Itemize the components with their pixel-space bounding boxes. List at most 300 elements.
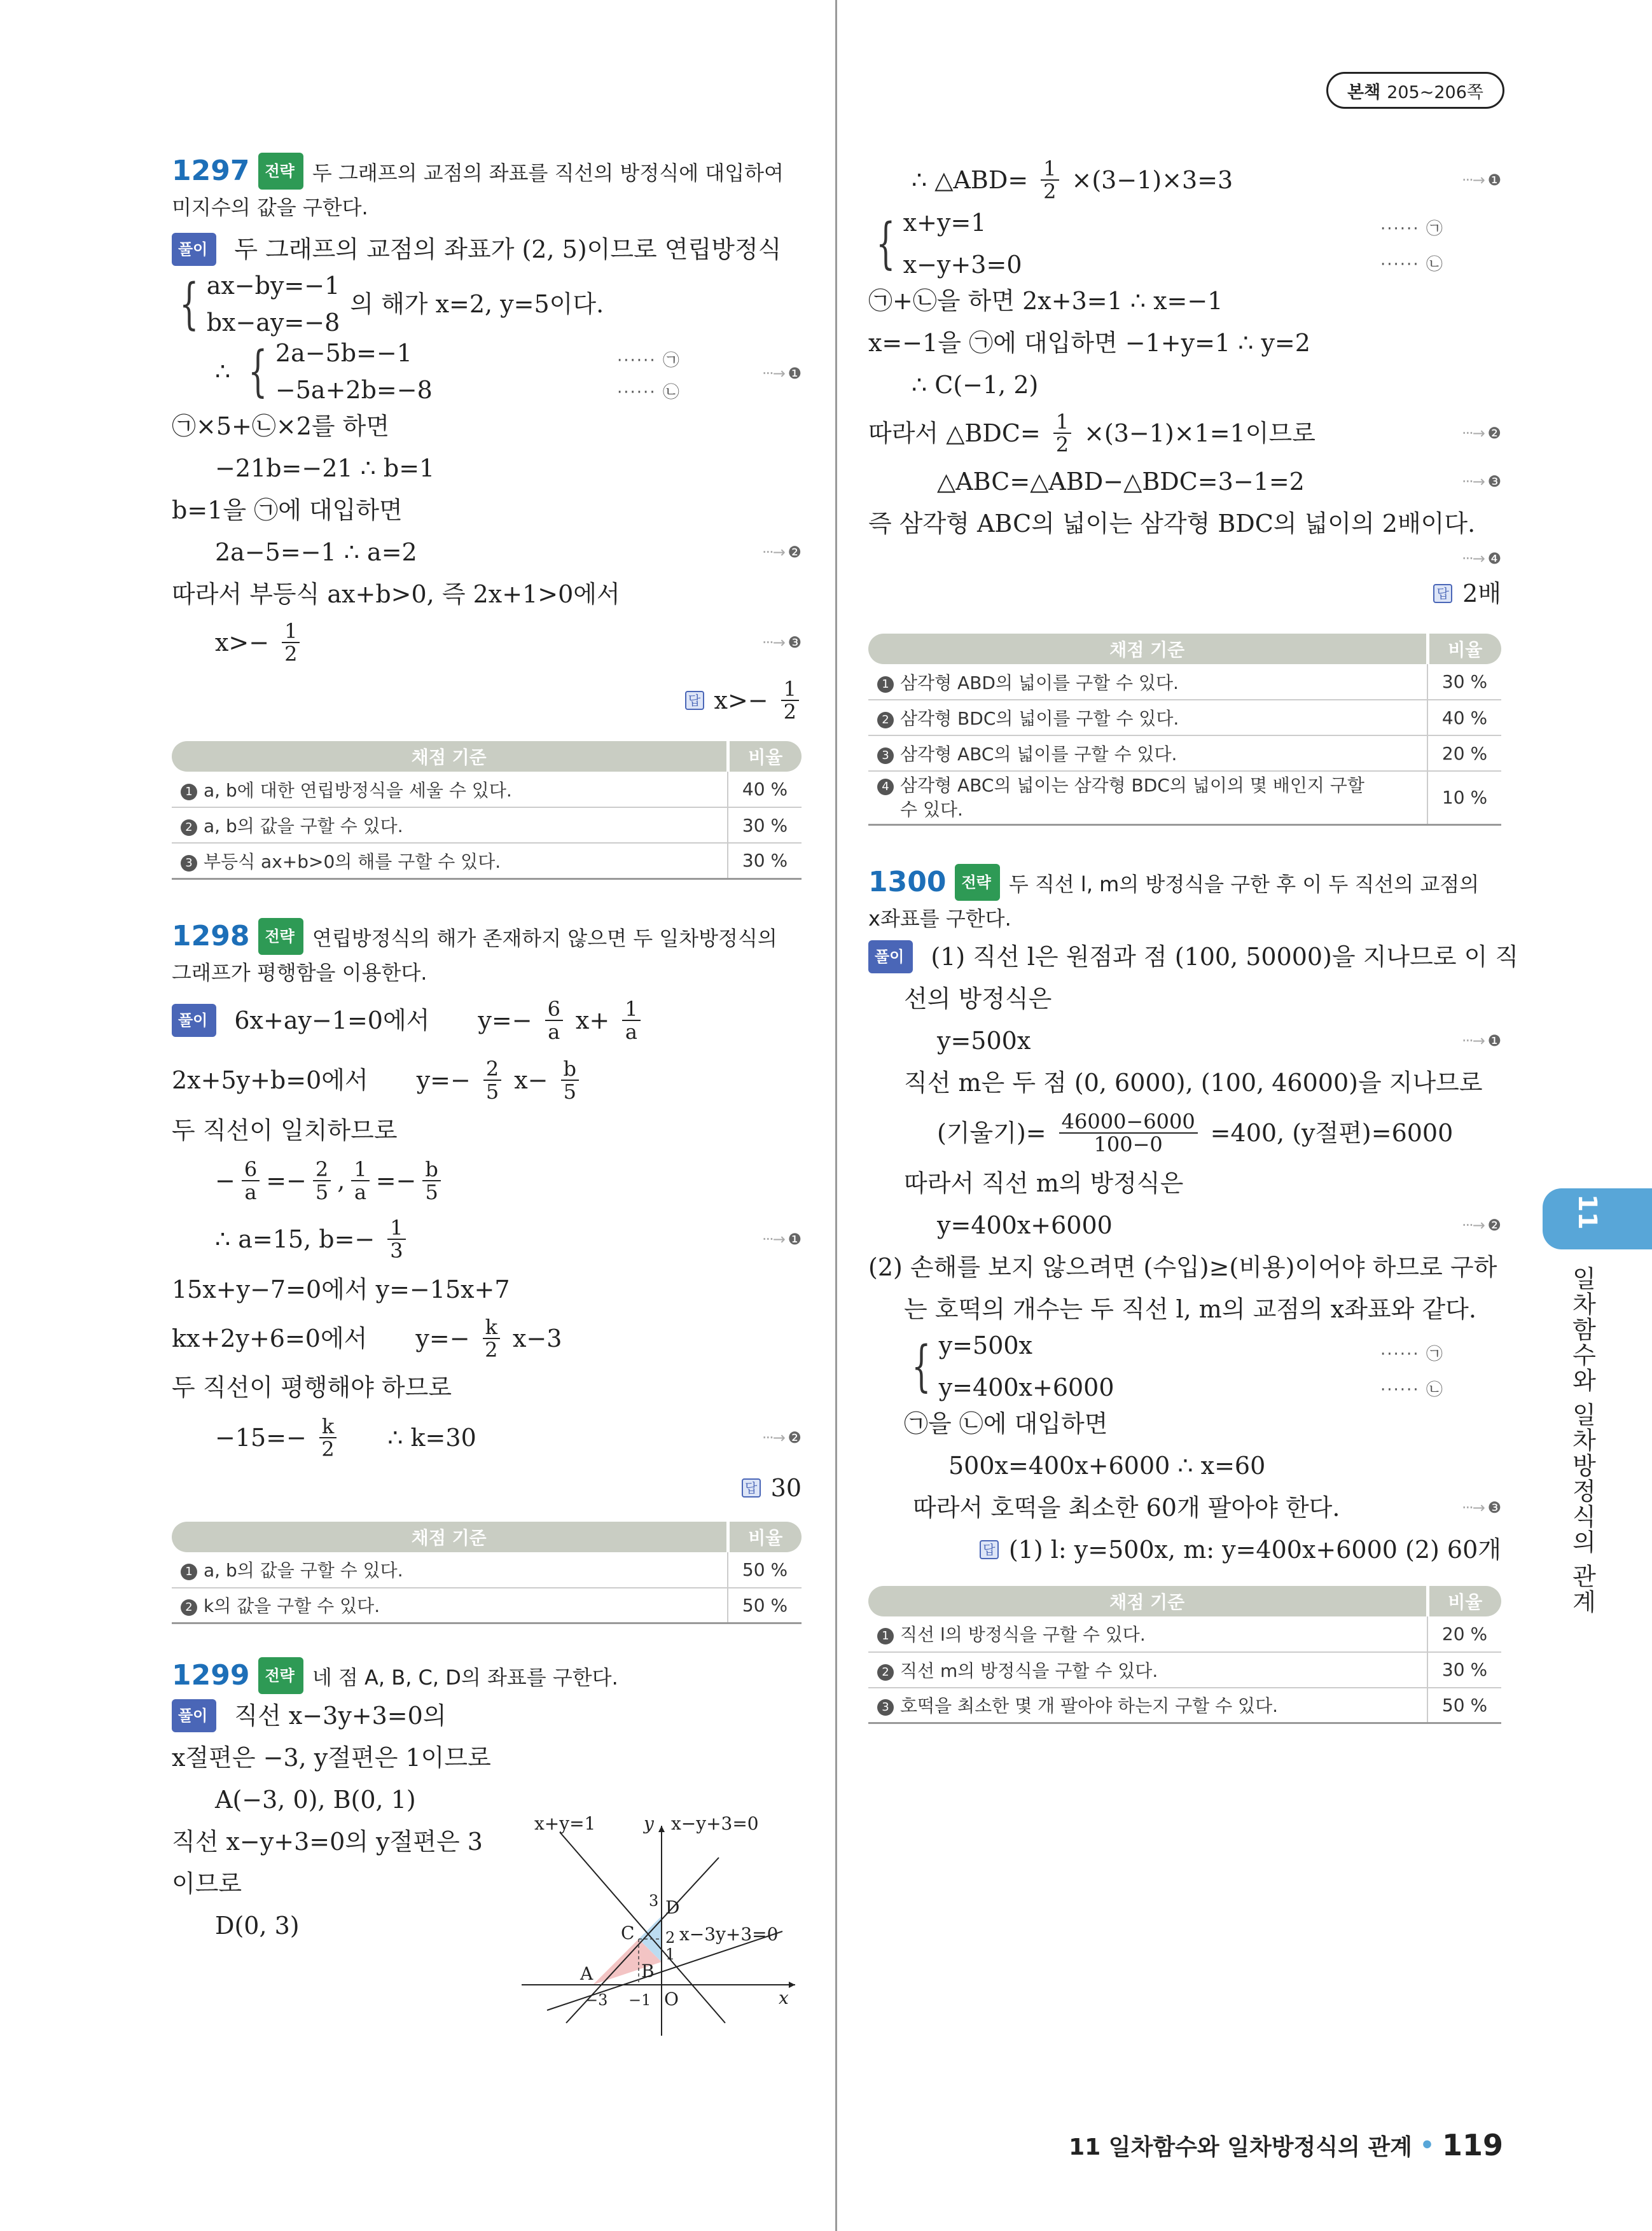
text: 두 그래프의 교점의 좌표가 (2, 5)이므로 연립방정식 xyxy=(234,235,782,263)
fraction xyxy=(483,1316,500,1361)
criterion-text-line2: 수 있다. xyxy=(900,798,963,820)
text: y=− xyxy=(416,1066,471,1094)
problem-1299-continued xyxy=(868,153,1501,826)
table-row xyxy=(868,1688,1501,1723)
criterion-number: 2 xyxy=(877,1664,894,1681)
text: ∴ △ABD= xyxy=(912,166,1029,194)
solution-line xyxy=(868,503,1501,545)
solution-line xyxy=(868,978,1501,1020)
equation: y=500x xyxy=(938,1331,1032,1359)
text: (기울기)= xyxy=(937,1118,1046,1147)
criterion-number: 1 xyxy=(877,676,894,693)
left-column xyxy=(172,146,802,1947)
equation: bx−ay=−8 xyxy=(206,309,340,337)
solution-line xyxy=(868,406,1501,461)
text: ㉠×5+㉡×2를 하면 xyxy=(172,412,390,440)
equation: −5a+2b=−8 xyxy=(275,376,433,404)
tick-label: 2 xyxy=(665,1929,676,1947)
equation: x−y+3=0 xyxy=(903,251,1022,279)
fraction xyxy=(781,678,799,723)
text: ∴ k=30 xyxy=(387,1423,476,1452)
denominator: 2 xyxy=(783,700,796,724)
strategy-text-line2: x좌표를 구한다. xyxy=(868,906,1011,931)
table-row xyxy=(172,807,802,843)
solution-line xyxy=(868,545,1501,573)
solution-line xyxy=(868,1487,1501,1529)
criterion-ratio: 20 % xyxy=(1427,1616,1501,1652)
text: ×(3−1)×1=1이므로 xyxy=(1084,419,1315,447)
point-label: A xyxy=(580,1963,593,1984)
problem-header xyxy=(868,864,1501,936)
tick-label: −3 xyxy=(585,1991,608,2009)
numerator: b xyxy=(422,1158,440,1181)
problem-number: 1297 xyxy=(172,155,250,187)
circled-label: ······ ㉠ xyxy=(617,345,679,376)
solution-tag: 풀이 xyxy=(868,940,913,973)
text: ∴ a=15, b=− xyxy=(215,1225,375,1253)
denominator: 2 xyxy=(321,1436,335,1461)
strategy-tag: 전략 xyxy=(258,153,303,190)
text: (2) 손해를 보지 않으려면 (수입)≥(비용)이어야 하므로 구하 xyxy=(868,1253,1497,1281)
criterion-text: a, b의 값을 구할 수 있다. xyxy=(204,1560,403,1581)
solution-line xyxy=(172,228,802,270)
fraction xyxy=(242,1158,260,1203)
solution-line xyxy=(868,1162,1501,1204)
therefore-symbol: ∴ xyxy=(215,358,231,386)
solution-line xyxy=(868,1020,1501,1062)
solution-line xyxy=(172,990,802,1051)
numerator: 46000−6000 xyxy=(1059,1111,1198,1134)
table-row xyxy=(868,771,1501,824)
strategy-text: 두 직선 l, m의 방정식을 구한 후 이 두 직선의 교점의 xyxy=(1008,872,1480,896)
table-row xyxy=(868,664,1501,700)
answer-line xyxy=(172,670,802,731)
equation-system xyxy=(240,338,433,405)
text: x− xyxy=(514,1066,548,1094)
criterion-ratio: 20 % xyxy=(1427,735,1501,771)
text: y=− xyxy=(415,1324,470,1352)
column-divider xyxy=(835,0,837,2231)
line-label: x+y=1 xyxy=(534,1813,596,1834)
numerator: k xyxy=(483,1316,500,1339)
criterion-ratio: 40 % xyxy=(1427,700,1501,735)
problem-number: 1300 xyxy=(868,865,947,898)
solution-line xyxy=(172,1695,802,1737)
criterion-number: 2 xyxy=(877,712,894,728)
criterion-ratio: 50 % xyxy=(728,1552,802,1588)
solution-line xyxy=(172,1310,802,1366)
solution-line xyxy=(868,1104,1501,1162)
answer-line xyxy=(868,1529,1501,1571)
step-marker: ···→ ❶ xyxy=(1462,165,1501,195)
strategy-text: 연립방정식의 해가 존재하지 않으면 두 일차방정식의 xyxy=(312,926,777,950)
footer-chapter-title: 11 일차함수와 일차방정식의 관계 xyxy=(1069,2134,1412,2160)
text: y=400x+6000 xyxy=(937,1211,1113,1239)
table-row xyxy=(172,1552,802,1588)
equation: ax−by=−1 xyxy=(206,272,340,300)
text: −15=− xyxy=(215,1423,307,1452)
text: 500x=400x+6000 ∴ x=60 xyxy=(948,1451,1266,1480)
equation-system xyxy=(904,1330,1114,1403)
denominator: 3 xyxy=(390,1238,403,1263)
text: A(−3, 0), B(0, 1) xyxy=(215,1786,416,1814)
numerator: 1 xyxy=(622,998,640,1021)
solution-tag: 풀이 xyxy=(172,233,216,266)
criterion-number: 3 xyxy=(877,747,894,764)
text: x>− xyxy=(215,629,270,657)
circled-label: ······ ㉡ xyxy=(617,377,679,408)
brace-icon: { xyxy=(179,272,199,336)
solution-line xyxy=(172,573,802,615)
table-header: 비율 xyxy=(728,741,802,772)
text: 직선 m은 두 점 (0, 6000), (100, 46000)을 지나므로 xyxy=(904,1068,1483,1097)
problem-header xyxy=(172,1657,802,1695)
text: 2x+5y+b=0에서 xyxy=(172,1066,368,1094)
text: 따라서 △BDC= xyxy=(868,419,1041,447)
tick-label: 3 xyxy=(649,1892,659,1910)
badge-prefix: 본책 xyxy=(1347,82,1381,102)
criterion-text: 삼각형 BDC의 넓이를 구할 수 있다. xyxy=(900,708,1179,729)
solution-line xyxy=(868,461,1501,503)
criterion-text: 직선 m의 방정식을 구할 수 있다. xyxy=(900,1660,1158,1681)
origin-label: O xyxy=(664,1989,679,2010)
system-line xyxy=(868,1330,1501,1403)
text: , xyxy=(337,1166,345,1195)
system-line xyxy=(868,207,1501,280)
circled-label: ······ ㉠ xyxy=(1380,1339,1443,1370)
denominator: 2 xyxy=(1055,433,1069,457)
criterion-text: 부등식 ax+b>0의 해를 구할 수 있다. xyxy=(204,851,501,872)
text: x=−1을 ㉠에 대입하면 −1+y=1 ∴ y=2 xyxy=(868,329,1310,357)
solution-line xyxy=(172,1051,802,1109)
step-marker: ···→ ❷ xyxy=(1462,418,1501,448)
answer-icon: 답 xyxy=(980,1540,999,1559)
solution-tag: 풀이 xyxy=(172,1699,216,1732)
text: 선의 방정식은 xyxy=(904,984,1052,1013)
solution-line xyxy=(172,615,802,670)
denominator: a xyxy=(354,1179,367,1204)
answer-text: 2배 xyxy=(1462,580,1501,608)
solution-line xyxy=(172,1210,802,1268)
table-header: 채점 기준 xyxy=(172,741,728,772)
criterion-ratio: 10 % xyxy=(1427,771,1501,824)
circled-label: ······ ㉡ xyxy=(1380,249,1443,280)
answer-line xyxy=(868,573,1501,615)
chapter-number: 11 xyxy=(1572,1194,1602,1230)
table-header: 채점 기준 xyxy=(868,634,1427,664)
answer-line xyxy=(172,1467,802,1509)
step-marker: ···→ ❶ xyxy=(762,1224,802,1255)
criterion-ratio: 40 % xyxy=(728,772,802,807)
equation-system xyxy=(172,270,340,338)
text: 따라서 부등식 ax+b>0, 즉 2x+1>0에서 xyxy=(172,580,620,608)
problem-number: 1298 xyxy=(172,919,250,952)
problem-header xyxy=(172,918,802,990)
criterion-number: 1 xyxy=(181,1564,197,1580)
point-label: C xyxy=(621,1922,635,1943)
solution-line xyxy=(172,447,802,489)
text: ∴ C(−1, 2) xyxy=(912,371,1039,399)
fraction xyxy=(319,1415,337,1460)
text: b=1을 ㉠에 대입하면 xyxy=(172,496,403,524)
solution-line xyxy=(868,322,1501,364)
text: 두 직선이 평행해야 하므로 xyxy=(172,1373,452,1401)
numerator: 1 xyxy=(387,1217,405,1240)
solution-line xyxy=(868,1288,1501,1330)
strategy-text-line2: 그래프가 평행함을 이용한다. xyxy=(172,960,427,985)
criterion-number: 1 xyxy=(181,784,197,800)
table-header: 채점 기준 xyxy=(172,1522,728,1552)
strategy-tag: 전략 xyxy=(955,864,999,901)
text: 따라서 호떡을 최소한 60개 팔아야 한다. xyxy=(913,1493,1340,1522)
grading-table xyxy=(172,1522,802,1625)
solution-tag: 풀이 xyxy=(172,1004,216,1037)
numerator: 1 xyxy=(1041,158,1059,181)
step-marker: ···→ ❹ xyxy=(1462,543,1501,574)
table-header: 채점 기준 xyxy=(868,1586,1427,1616)
page-footer xyxy=(1069,2128,1503,2162)
table-header: 비율 xyxy=(1427,1586,1501,1616)
text: 의 해가 x=2, y=5이다. xyxy=(350,290,604,318)
text: 6x+ay−1=0에서 xyxy=(234,1006,430,1034)
criterion-text: a, b의 값을 구할 수 있다. xyxy=(204,816,403,837)
page-number: 119 xyxy=(1441,2128,1503,2162)
answer-text: (1) l: y=500x, m: y=400x+6000 (2) 60개 xyxy=(1008,1535,1501,1564)
solution-line xyxy=(172,531,802,573)
step-marker: ···→ ❸ xyxy=(1462,1492,1501,1523)
text: −21b=−21 ∴ b=1 xyxy=(215,454,435,482)
solution-line xyxy=(868,153,1501,207)
fraction xyxy=(622,998,640,1043)
numerator: 1 xyxy=(781,678,799,701)
solution-line xyxy=(868,1403,1501,1445)
criterion-number: 3 xyxy=(181,855,197,872)
criterion-number: 2 xyxy=(181,819,197,836)
text: 이므로 xyxy=(172,1870,242,1898)
criterion-text: 직선 l의 방정식을 구할 수 있다. xyxy=(900,1624,1146,1645)
solution-line xyxy=(172,1151,802,1210)
strategy-text-line2: 미지수의 값을 구한다. xyxy=(172,195,368,219)
text: (1) 직선 l은 원점과 점 (100, 50000)을 지나므로 이 직 xyxy=(931,942,1519,971)
criterion-text: 삼각형 ABC의 넓이는 삼각형 BDC의 넓이의 몇 배인지 구할 xyxy=(900,774,1364,796)
solution-line xyxy=(868,1445,1501,1487)
criterion-ratio: 50 % xyxy=(1427,1688,1501,1723)
table-row xyxy=(868,735,1501,771)
answer-text: x>− xyxy=(714,686,768,714)
solution-line xyxy=(868,1204,1501,1246)
equation: 2a−5b=−1 xyxy=(275,339,412,367)
solution-line xyxy=(172,1737,802,1779)
step-marker: ···→ ❷ xyxy=(762,537,802,567)
criterion-text: k의 값을 구할 수 있다. xyxy=(204,1595,380,1617)
denominator: 100−0 xyxy=(1093,1132,1163,1157)
criterion-text: 삼각형 ABD의 넓이를 구할 수 있다. xyxy=(900,672,1179,693)
criterion-text: a, b에 대한 연립방정식을 세울 수 있다. xyxy=(204,779,512,801)
denominator: 5 xyxy=(563,1079,576,1104)
denominator: a xyxy=(548,1019,560,1044)
step-marker: ···→ ❷ xyxy=(762,1422,802,1453)
axis-label: x xyxy=(779,1987,789,2008)
problem-header xyxy=(172,153,802,225)
table-header: 비율 xyxy=(1427,634,1501,664)
criterion-ratio: 30 % xyxy=(1427,664,1501,700)
table-header: 비율 xyxy=(728,1522,802,1552)
equation-system xyxy=(868,207,1022,280)
fraction xyxy=(422,1158,440,1203)
text: 는 호떡의 개수는 두 직선 l, m의 교점의 x좌표와 같다. xyxy=(904,1295,1476,1323)
numerator: b xyxy=(561,1058,579,1081)
solution-line xyxy=(172,1366,802,1408)
criterion-number: 4 xyxy=(877,779,894,795)
strategy-text: 네 점 A, B, C, D의 좌표를 구한다. xyxy=(312,1665,618,1690)
text: ×(3−1)×3=3 xyxy=(1071,166,1233,194)
denominator: 5 xyxy=(315,1179,329,1204)
strategy-tag: 전략 xyxy=(258,1657,303,1694)
table-row xyxy=(172,1588,802,1623)
answer-icon: 답 xyxy=(742,1478,761,1498)
fraction xyxy=(1053,411,1071,455)
answer-icon: 답 xyxy=(685,691,704,710)
text: y=− xyxy=(478,1006,532,1034)
solution-line xyxy=(172,489,802,531)
table-row xyxy=(172,843,802,879)
tick-label: 1 xyxy=(665,1945,676,1963)
line-label: x−y+3=0 xyxy=(671,1813,759,1834)
text: 15x+y−7=0에서 y=−15x+7 xyxy=(172,1275,510,1303)
text: x+ xyxy=(575,1006,610,1034)
answer-text: 30 xyxy=(770,1473,802,1502)
text: − xyxy=(215,1166,235,1195)
step-marker: ···→ ❶ xyxy=(762,358,802,389)
text: 2a−5=−1 ∴ a=2 xyxy=(215,538,417,566)
answer-icon: 답 xyxy=(1433,584,1452,603)
tick-label: −1 xyxy=(628,1991,651,2009)
grading-table xyxy=(868,1586,1501,1725)
denominator: 2 xyxy=(284,642,298,666)
criterion-text: 삼각형 ABC의 넓이를 구할 수 있다. xyxy=(900,744,1177,765)
text: =400, (y절편)=6000 xyxy=(1210,1118,1454,1147)
problem-1297 xyxy=(172,153,802,880)
grading-table xyxy=(868,634,1501,826)
problem-1300 xyxy=(868,864,1519,1725)
fraction xyxy=(1041,158,1059,202)
right-column xyxy=(868,153,1519,1724)
solution-line xyxy=(868,1246,1501,1288)
x-axis-arrow-icon xyxy=(789,1982,795,1988)
solution-line xyxy=(172,1268,802,1310)
point-label: B xyxy=(641,1961,655,1982)
text: 직선 x−y+3=0의 y절편은 3 xyxy=(172,1828,483,1856)
fraction xyxy=(483,1058,501,1102)
text: 두 직선이 일치하므로 xyxy=(172,1116,398,1144)
criterion-ratio: 30 % xyxy=(1427,1652,1501,1688)
fraction xyxy=(1059,1111,1198,1155)
numerator: 1 xyxy=(282,620,300,643)
text: x−3 xyxy=(512,1324,562,1352)
numerator: 1 xyxy=(351,1158,369,1181)
numerator: 1 xyxy=(1053,411,1071,434)
denominator: 5 xyxy=(485,1079,499,1104)
criterion-ratio: 30 % xyxy=(728,807,802,843)
brace-icon: { xyxy=(912,1334,931,1398)
fraction xyxy=(545,998,563,1043)
brace-icon: { xyxy=(876,212,896,275)
solution-line xyxy=(868,1062,1501,1104)
table-row xyxy=(868,1616,1501,1652)
circled-label: ······ ㉠ xyxy=(1380,214,1443,244)
chapter-side-title: 일차함수와 일차방정식의 관계 xyxy=(1568,1266,1596,1615)
text: 즉 삼각형 ABC의 넓이는 삼각형 BDC의 넓이의 2배이다. xyxy=(868,510,1476,538)
text: =− xyxy=(375,1166,417,1195)
criterion-ratio: 50 % xyxy=(728,1588,802,1623)
text: D(0, 3) xyxy=(215,1912,300,1940)
table-row xyxy=(868,1652,1501,1688)
denominator: 2 xyxy=(485,1337,498,1362)
grading-table xyxy=(172,741,802,880)
denominator: a xyxy=(625,1019,637,1044)
equation: x+y=1 xyxy=(903,209,987,237)
strategy-text: 두 그래프의 교점의 좌표를 직선의 방정식에 대입하여 xyxy=(312,161,784,185)
coordinate-graph xyxy=(509,1813,802,2042)
solution-line xyxy=(172,1109,802,1151)
text: △ABC=△ABD−△BDC=3−1=2 xyxy=(937,468,1305,496)
numerator: 6 xyxy=(545,998,563,1021)
text: ㉠+㉡을 하면 2x+3=1 ∴ x=−1 xyxy=(868,287,1223,315)
chapter-side-tab xyxy=(1543,1188,1652,1249)
criterion-ratio: 30 % xyxy=(728,843,802,879)
circled-label: ······ ㉡ xyxy=(1380,1375,1443,1405)
line-label: x−3y+3=0 xyxy=(679,1924,779,1945)
denominator: 5 xyxy=(425,1179,438,1204)
criterion-number: 3 xyxy=(877,1699,894,1716)
equation: y=400x+6000 xyxy=(938,1373,1114,1401)
table-row xyxy=(172,772,802,807)
solution-line xyxy=(868,936,1519,978)
denominator: a xyxy=(244,1179,257,1204)
system-line xyxy=(172,270,802,338)
point-label: D xyxy=(665,1897,680,1918)
fraction xyxy=(313,1158,331,1203)
badge-pages: 205∼206쪽 xyxy=(1387,82,1483,102)
fraction xyxy=(351,1158,369,1203)
text: 직선 x−3y+3=0의 xyxy=(234,1702,447,1730)
criterion-number: 2 xyxy=(181,1599,197,1616)
step-marker: ···→ ❸ xyxy=(1462,466,1501,497)
brace-icon: { xyxy=(248,340,268,403)
page-reference-badge xyxy=(1326,72,1504,109)
strategy-tag: 전략 xyxy=(258,918,303,955)
numerator: 6 xyxy=(242,1158,260,1181)
numerator: k xyxy=(319,1415,337,1438)
axis-label: y xyxy=(644,1813,654,1834)
footer-dot-icon: • xyxy=(1419,2132,1434,2158)
table-row xyxy=(868,700,1501,735)
problem-number: 1299 xyxy=(172,1659,250,1692)
fraction xyxy=(282,620,300,665)
text: x절편은 −3, y절편은 1이므로 xyxy=(172,1744,491,1772)
criterion-text: 호떡을 최소한 몇 개 팔아야 하는지 구할 수 있다. xyxy=(900,1695,1279,1717)
text: =− xyxy=(266,1166,307,1195)
fraction xyxy=(561,1058,579,1102)
numerator: 2 xyxy=(313,1158,331,1181)
problem-1298 xyxy=(172,918,802,1625)
system-line xyxy=(172,338,802,405)
fraction xyxy=(387,1217,405,1261)
step-marker: ···→ ❸ xyxy=(762,627,802,658)
solution-line xyxy=(868,280,1501,322)
text: 따라서 직선 m의 방정식은 xyxy=(904,1169,1184,1197)
text: kx+2y+6=0에서 xyxy=(172,1324,368,1352)
